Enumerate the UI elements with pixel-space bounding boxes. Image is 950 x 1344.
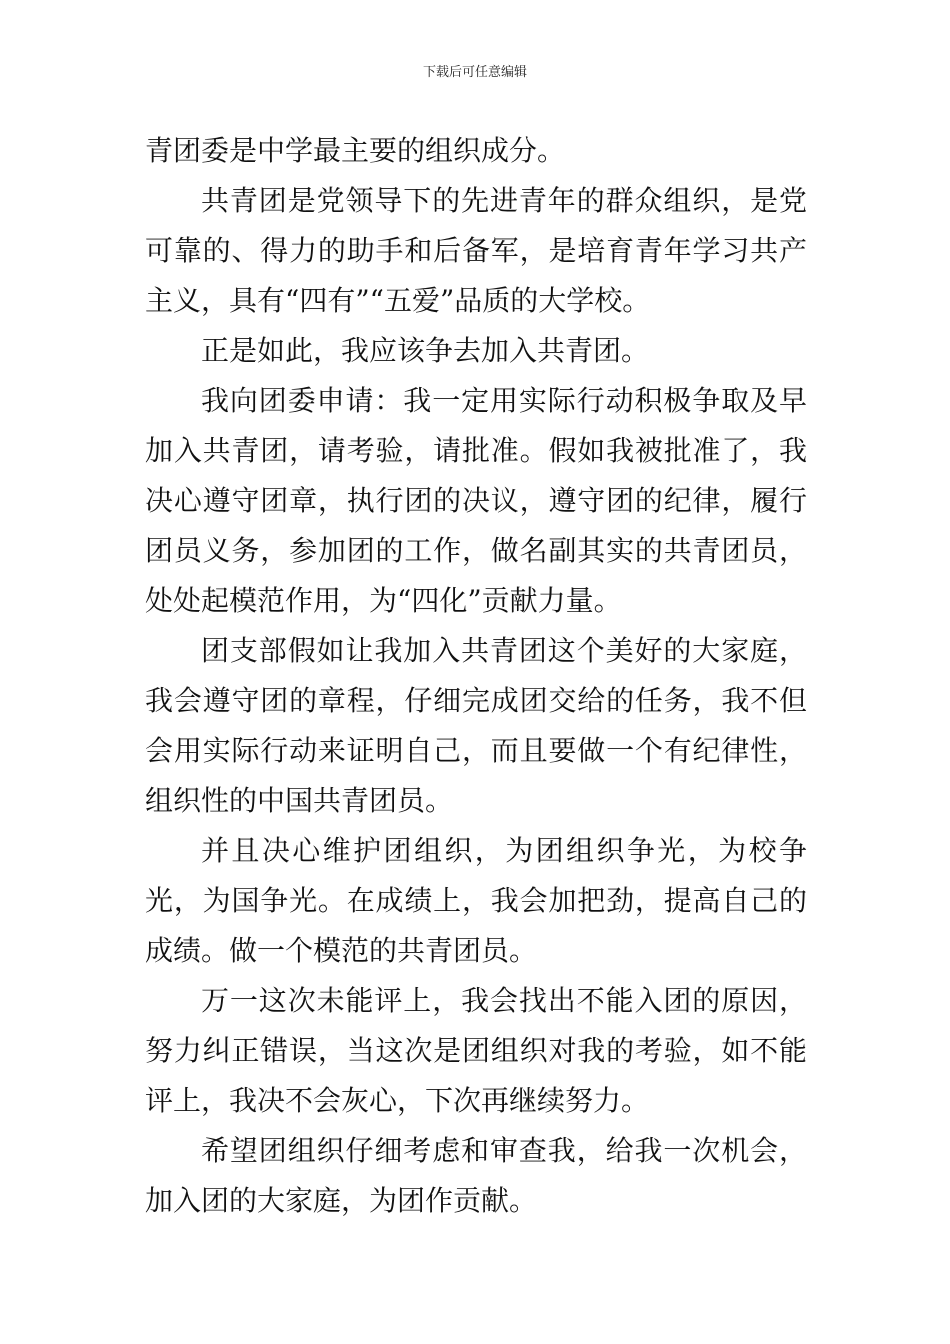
paragraph: 希望团组织仔细考虑和审查我，给我一次机会，加入团的大家庭，为团作贡献。 <box>145 1134 807 1217</box>
paragraph: 我向团委申请：我一定用实际行动积极争取及早加入共青团，请考验，请批准。假如我被批准了，我决心遵守团章，执行团的决议，遵守团的纪律，履行团员义务，参加团的工作，做名副其实的共青团员，处处起模范作用，为“四化”贡献力量。 <box>145 384 807 617</box>
paragraph: 共青团是党领导下的先进青年的群众组织，是党可靠的、得力的助手和后备军，是培育青年学习共产主义，具有“四有”“五爱”品质的大学校。 <box>145 184 807 317</box>
paragraph: 万一这次未能评上，我会找出不能入团的原因，努力纠正错误，当这次是团组织对我的考验，如不能评上，我决不会灰心，下次再继续努力。 <box>145 984 807 1117</box>
page-header: 下载后可任意编辑 <box>422 65 527 80</box>
paragraph: 青团委是中学最主要的组织成分。 <box>145 134 566 167</box>
paragraph: 并且决心维护团组织，为团组织争光，为校争光，为国争光。在成绩上，我会加把劲，提高自己的成绩。做一个模范的共青团员。 <box>145 834 807 967</box>
document-body <box>145 126 807 1226</box>
paragraph: 团支部假如让我加入共青团这个美好的大家庭，我会遵守团的章程，仔细完成团交给的任务，我不但会用实际行动来证明自己，而且要做一个有纪律性，组织性的中国共青团员。 <box>145 634 807 817</box>
paragraph: 正是如此，我应该争去加入共青团。 <box>201 334 650 367</box>
